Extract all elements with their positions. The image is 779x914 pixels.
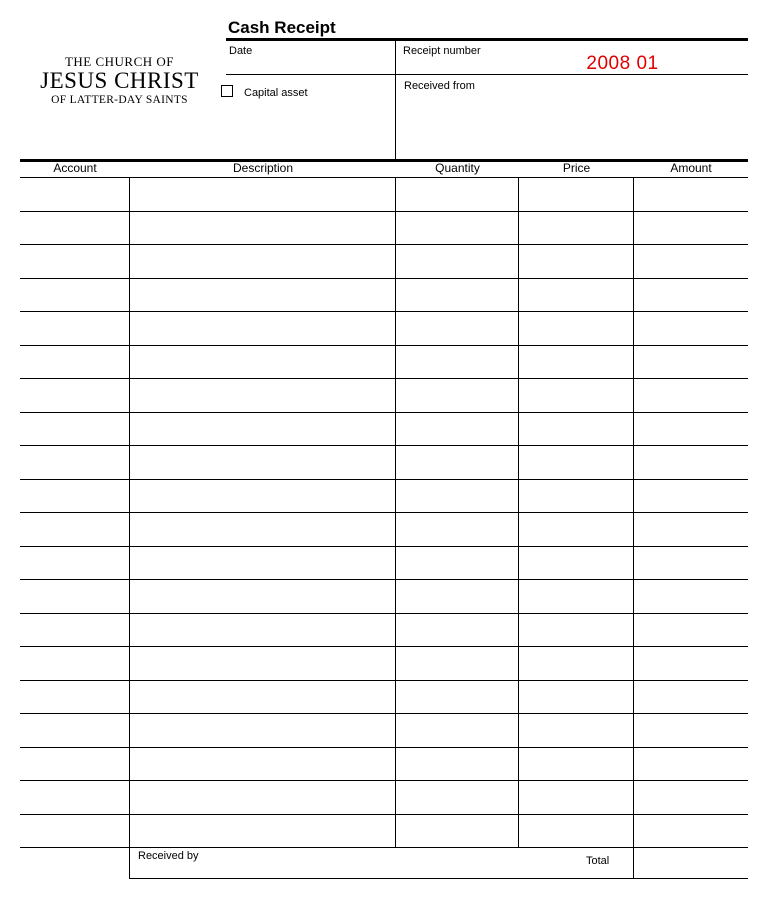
table-cell-price[interactable] [520,212,633,244]
date-field[interactable] [226,41,395,74]
table-cell-price[interactable] [520,781,633,813]
table-cell-amount[interactable] [635,279,747,311]
table-cell-amount[interactable] [635,547,747,579]
total-label: Total [586,855,610,867]
table-cell-price[interactable] [520,312,633,344]
table-cell-account[interactable] [21,480,128,512]
table-cell-amount[interactable] [635,413,747,445]
table-cell-description[interactable] [130,379,395,411]
table-cell-quantity[interactable] [397,379,518,411]
received-by-label: Received by [138,850,199,862]
church-logo-line2: JESUS CHRIST [40,68,199,93]
table-cell-account[interactable] [21,513,128,545]
total-amount-field[interactable] [635,846,748,878]
table-cell-account[interactable] [21,312,128,344]
table-cell-quantity[interactable] [397,647,518,679]
table-cell-account[interactable] [21,781,128,813]
table-cell-quantity[interactable] [397,580,518,612]
column-header-quantity: Quantity [435,161,480,175]
table-cell-description[interactable] [130,480,395,512]
table-cell-quantity[interactable] [397,279,518,311]
table-cell-price[interactable] [520,379,633,411]
table-cell-account[interactable] [21,212,128,244]
table-cell-amount[interactable] [635,446,747,478]
column-header-price: Price [562,161,591,175]
table-cell-description[interactable] [130,245,395,277]
table-cell-price[interactable] [520,580,633,612]
table-cell-price[interactable] [520,647,633,679]
table-cell-amount[interactable] [635,480,747,512]
table-cell-quantity[interactable] [397,346,518,378]
table-cell-amount[interactable] [635,815,747,847]
table-cell-description[interactable] [130,547,395,579]
table-cell-price[interactable] [520,245,633,277]
receipt-number-label: Receipt number [403,45,481,57]
table-cell-description[interactable] [130,580,395,612]
table-cell-account[interactable] [21,647,128,679]
table-cell-account[interactable] [21,748,128,780]
table-cell-quantity[interactable] [397,614,518,646]
table-cell-price[interactable] [520,413,633,445]
table-cell-amount[interactable] [635,781,747,813]
table-cell-price[interactable] [520,614,633,646]
column-divider-account [129,177,130,879]
form-title: Cash Receipt [228,18,336,37]
date-label: Date [229,45,253,57]
column-divider-quantity [518,177,519,847]
table-cell-quantity[interactable] [397,212,518,244]
table-cell-price[interactable] [520,480,633,512]
table-cell-description[interactable] [130,647,395,679]
receipt-number-value[interactable]: 2008 01 [586,53,659,74]
table-cell-quantity[interactable] [397,748,518,780]
footer-bottom-rule [129,878,748,879]
table-cell-account[interactable] [21,714,128,746]
table-cell-quantity[interactable] [397,446,518,478]
table-cell-amount[interactable] [635,580,747,612]
table-cell-account[interactable] [21,614,128,646]
table-cell-quantity[interactable] [397,681,518,713]
table-cell-description[interactable] [130,413,395,445]
table-cell-price[interactable] [520,279,633,311]
table-cell-account[interactable] [21,580,128,612]
table-cell-account[interactable] [21,446,128,478]
table-cell-price[interactable] [520,815,633,847]
table-cell-amount[interactable] [635,346,747,378]
church-logo-line3: OF LATTER-DAY SAINTS [51,94,188,106]
received-from-field[interactable] [396,75,748,159]
table-cell-amount[interactable] [635,245,747,277]
table-cell-quantity[interactable] [397,815,518,847]
column-divider-price [633,177,634,879]
table-cell-quantity[interactable] [397,547,518,579]
table-cell-price[interactable] [520,748,633,780]
table-cell-quantity[interactable] [397,781,518,813]
table-cell-quantity[interactable] [397,413,518,445]
table-cell-account[interactable] [21,279,128,311]
table-cell-description[interactable] [130,714,395,746]
table-cell-account[interactable] [21,413,128,445]
table-cell-account[interactable] [21,815,128,847]
column-header-account: Account [53,161,97,175]
table-cell-account[interactable] [21,547,128,579]
table-cell-description[interactable] [130,312,395,344]
table-cell-amount[interactable] [635,714,747,746]
table-cell-account[interactable] [21,346,128,378]
table-cell-description[interactable] [130,748,395,780]
table-cell-amount[interactable] [635,513,747,545]
table-cell-amount[interactable] [635,379,747,411]
table-cell-quantity[interactable] [397,480,518,512]
table-cell-account[interactable] [21,379,128,411]
table-cell-price[interactable] [520,714,633,746]
table-cell-description[interactable] [130,815,395,847]
table-cell-account[interactable] [21,245,128,277]
table-cell-description[interactable] [130,178,395,210]
table-cell-price[interactable] [520,681,633,713]
column-header-description: Description [232,161,294,175]
capital-asset-checkbox[interactable] [221,85,233,97]
table-cell-description[interactable] [130,279,395,311]
table-cell-account[interactable] [21,681,128,713]
table-cell-price[interactable] [520,346,633,378]
table-cell-price[interactable] [520,513,633,545]
column-header-amount: Amount [670,161,712,175]
table-cell-quantity[interactable] [397,245,518,277]
table-cell-description[interactable] [130,781,395,813]
table-cell-amount[interactable] [635,212,747,244]
table-cell-amount[interactable] [635,614,747,646]
table-cell-amount[interactable] [635,178,747,210]
table-cell-quantity[interactable] [397,714,518,746]
table-cell-amount[interactable] [635,681,747,713]
table-cell-description[interactable] [130,513,395,545]
table-cell-description[interactable] [130,346,395,378]
table-cell-description[interactable] [130,446,395,478]
table-cell-quantity[interactable] [397,513,518,545]
column-divider-description [395,177,396,847]
table-cell-description[interactable] [130,212,395,244]
table-cell-quantity[interactable] [397,312,518,344]
church-logo-line1: THE CHURCH OF [64,54,175,69]
table-cell-price[interactable] [520,178,633,210]
received-from-label: Received from [404,80,475,92]
table-cell-quantity[interactable] [397,178,518,210]
table-cell-amount[interactable] [635,312,747,344]
received-by-field[interactable] [130,846,560,878]
table-cell-amount[interactable] [635,647,747,679]
table-cell-description[interactable] [130,681,395,713]
table-cell-amount[interactable] [635,748,747,780]
capital-asset-label: Capital asset [244,87,308,99]
table-cell-price[interactable] [520,446,633,478]
table-cell-description[interactable] [130,614,395,646]
table-cell-price[interactable] [520,547,633,579]
table-cell-account[interactable] [21,178,128,210]
